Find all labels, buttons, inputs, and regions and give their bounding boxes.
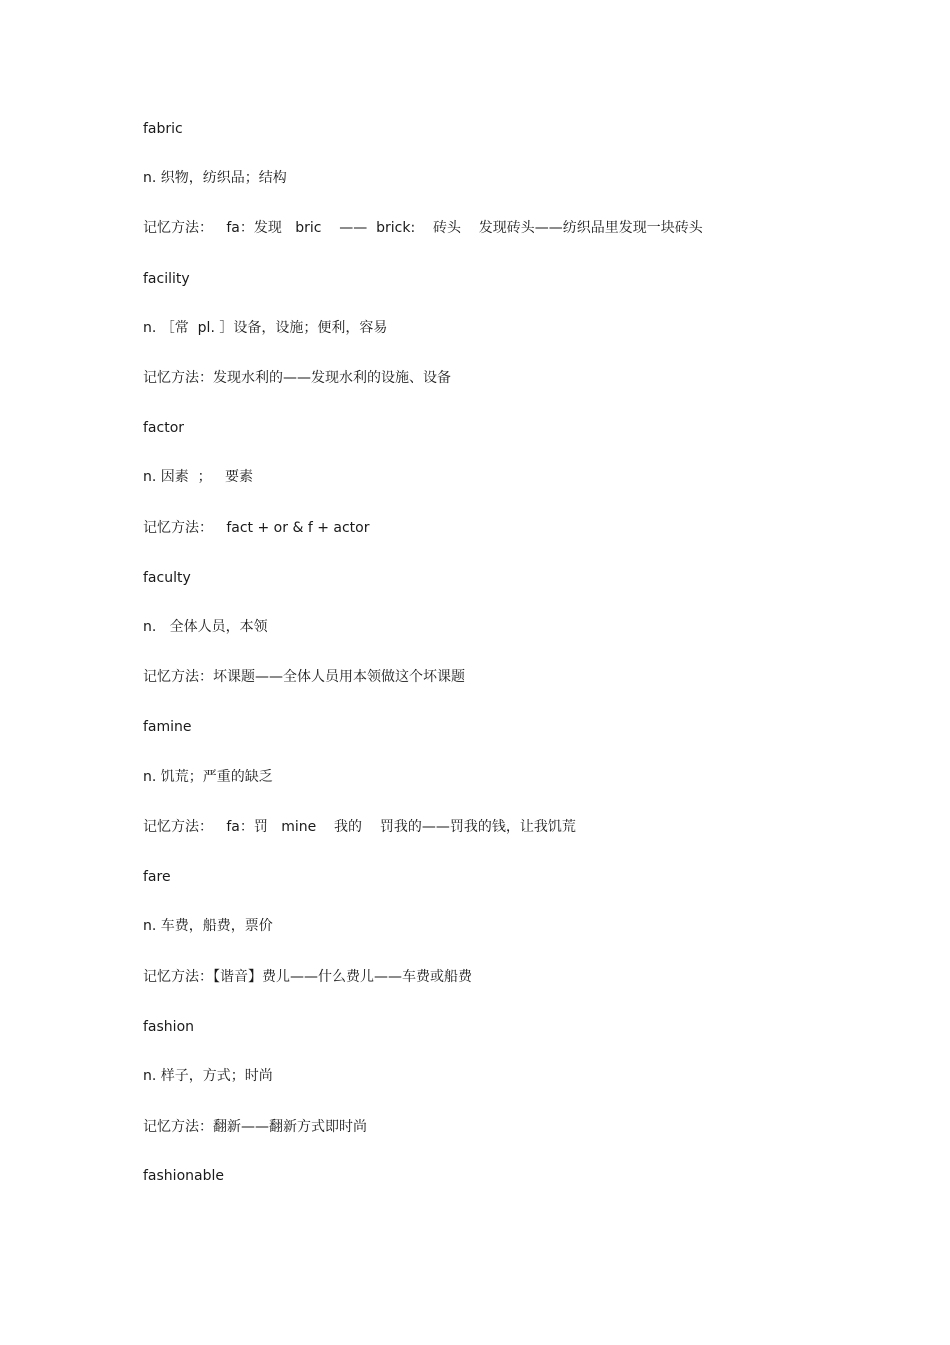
entry-definition: n. ［常 pl. ］设备，设施；便利，容易	[143, 320, 388, 336]
entry-word: fare	[143, 869, 171, 885]
entry-definition: n. 因素 ； 要素	[143, 469, 254, 485]
entry-word: facility	[143, 271, 190, 287]
entry-memory-tip: 记忆方法：坏课题——全体人员用本领做这个坏课题	[143, 669, 465, 685]
entry-word: famine	[143, 719, 192, 735]
entry-definition: n. 全体人员，本领	[143, 619, 268, 635]
entry-word: fashionable	[143, 1168, 224, 1184]
entry-word: fashion	[143, 1019, 195, 1035]
entry-definition: n. 饥荒；严重的缺乏	[143, 769, 273, 785]
entry-memory-tip: 记忆方法：翻新——翻新方式即时尚	[143, 1119, 367, 1135]
entry-memory-tip: 记忆方法： fa：发现 bric —— brick: 砖头 发现砖头——纺织品里发现一块砖头	[143, 220, 703, 236]
entry-word: fabric	[143, 121, 183, 137]
entry-memory-tip: 记忆方法： fa：罚 mine 我的 罚我的——罚我的钱，让我饥荒	[143, 819, 576, 835]
entry-definition: n. 样子，方式；时尚	[143, 1068, 273, 1084]
entry-memory-tip: 记忆方法：发现水利的——发现水利的设施、设备	[143, 370, 451, 386]
entry-memory-tip: 记忆方法： fact + or & f + actor	[143, 520, 370, 536]
entry-word: factor	[143, 420, 185, 436]
entry-definition: n. 车费，船费，票价	[143, 918, 273, 934]
entry-definition: n. 织物，纺织品；结构	[143, 170, 287, 186]
entry-memory-tip: 记忆方法：【谐音】费儿——什么费儿——车费或船费	[143, 969, 472, 985]
entry-word: faculty	[143, 570, 191, 586]
